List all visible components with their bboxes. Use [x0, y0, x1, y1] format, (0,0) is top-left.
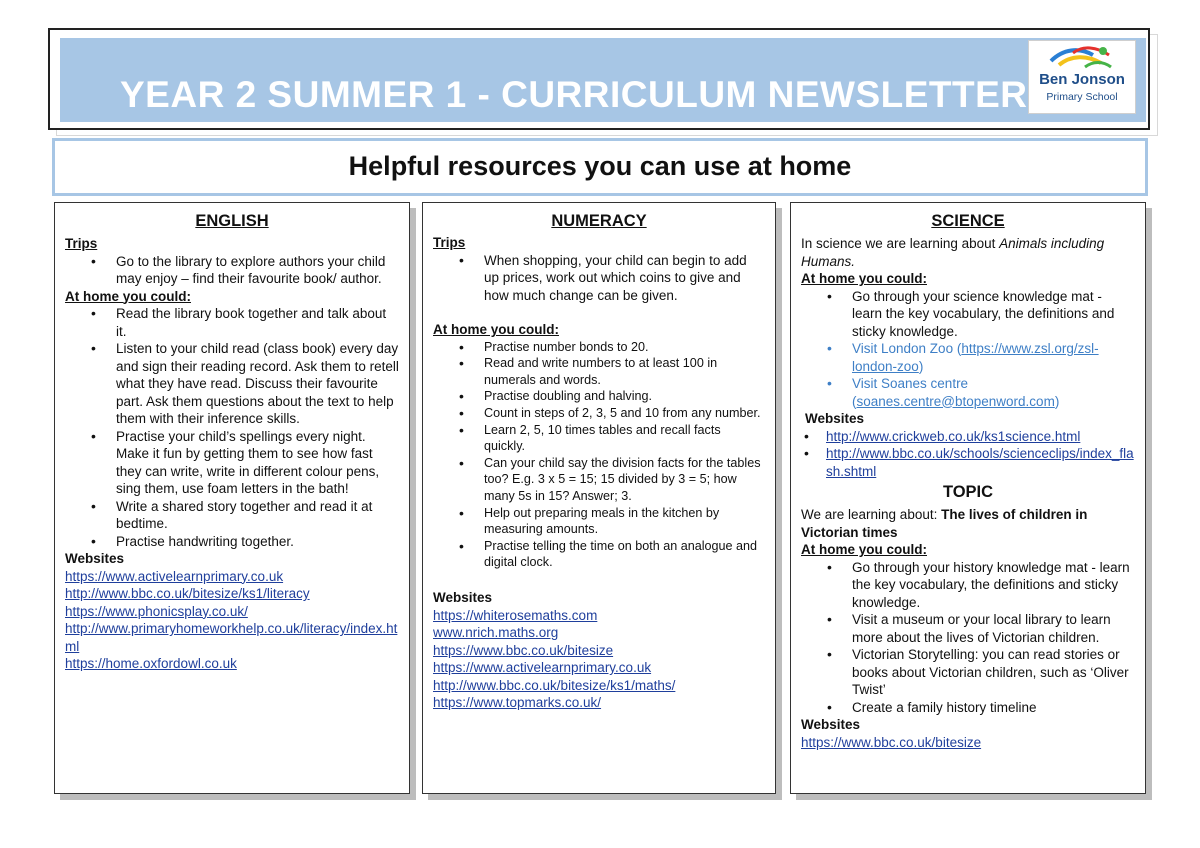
science-intro-topic: Animals including Humans.	[801, 236, 1105, 269]
list-item	[801, 428, 1135, 446]
list-item: • Can your child say the division facts for the tables too? E.g. 3 x 5 = 15; 15 divided by 3 = 5; how many 5s in 15? Answer; 3.	[443, 455, 765, 505]
english-trips-label: Trips	[65, 236, 98, 251]
science-home-label: At home you could:	[801, 271, 927, 286]
english-link[interactable]: http://www.primaryhomeworkhelp.co.uk/literacy/index.html	[65, 621, 398, 654]
science-intro-text: In science we are learning about	[801, 236, 1000, 251]
zoo-text: Visit London Zoo (	[852, 341, 962, 356]
list-item: • Learn 2, 5, 10 times tables and recall facts quickly.	[443, 422, 765, 455]
science-intro	[801, 235, 1135, 270]
topic-websites-label: Websites	[801, 717, 861, 732]
logo-swirl-icon	[1049, 43, 1115, 71]
list-item: • Go through your science knowledge mat - learn the key vocabulary, the definitions and sticky knowledge.	[811, 288, 1135, 341]
soanes-text: Visit Soanes centre (	[852, 376, 969, 409]
science-link[interactable]: • http://www.crickweb.co.uk/ks1science.html	[826, 428, 1081, 444]
logo-name: Ben Jonson	[1039, 71, 1125, 88]
list-item: • Read the library book together and talk about it.	[75, 305, 399, 340]
numeracy-websites-label: Websites	[433, 590, 493, 605]
list-item: • Listen to your child read (class book) every day and sign their reading record. Ask them to retell what they have read. Discuss their favourite part. Ask them questions about the text to help them with their inference skills.	[75, 340, 399, 428]
list-item: • When shopping, your child can begin to add up prices, work out which coins to give and how much change can be given.	[443, 252, 765, 305]
list-item: • Write a shared story together and read it at bedtime.	[75, 498, 399, 533]
numeracy-link[interactable]: https://whiterosemaths.com	[433, 607, 598, 623]
list-item: • Victorian Storytelling: you can read stories or books about Victorian children, such as ‘Oliver Twist’	[811, 646, 1135, 699]
list-item: • Practise telling the time on both an analogue and digital clock.	[443, 538, 765, 571]
english-link[interactable]: https://www.activelearnprimary.co.uk	[65, 568, 284, 584]
numeracy-link[interactable]: https://www.bbc.co.uk/bitesize	[433, 642, 614, 658]
resources-banner	[52, 138, 1148, 196]
science-link[interactable]: • http://www.bbc.co.uk/schools/scienceclips/index_flash.shtml	[826, 446, 1134, 479]
banner-title: Helpful resources you can use at home	[348, 151, 852, 181]
list-item: • Count in steps of 2, 3, 5 and 10 from any number.	[443, 405, 765, 422]
numeracy-link[interactable]: https://www.topmarks.co.uk/	[433, 695, 602, 710]
zoo-link[interactable]: https://www.zsl.org/zsl-london-zoo	[852, 341, 1099, 374]
list-item: • Create a family history timeline	[811, 699, 1135, 717]
school-logo	[1028, 40, 1136, 114]
list-item: • Practise number bonds to 20.	[443, 339, 765, 356]
numeracy-heading: NUMERACY	[551, 212, 647, 230]
numeracy-panel	[422, 202, 776, 794]
english-heading: ENGLISH	[195, 212, 269, 230]
logo-subtitle: Primary School	[1046, 91, 1118, 103]
list-item: • Practise your child’s spellings every night. Make it fun by getting them to see how fast they can write, write in different colour pens, sing them, use foam letters in the bath!	[75, 428, 399, 498]
topic-intro-text: We are learning about:	[801, 507, 942, 522]
topic-link[interactable]: https://www.bbc.co.uk/bitesize	[801, 734, 982, 750]
list-item: • Visit a museum or your local library to learn more about the lives of Victorian children.	[811, 611, 1135, 646]
soanes-close: )	[1054, 393, 1060, 409]
list-item: • Practise doubling and halving.	[443, 388, 765, 405]
numeracy-trips-label: Trips	[433, 235, 466, 250]
numeracy-link[interactable]: http://www.bbc.co.uk/bitesize/ks1/maths/	[433, 677, 676, 693]
list-item-zoo	[811, 340, 1135, 375]
list-item: • Go to the library to explore authors your child may enjoy – find their favourite book/ author.	[75, 253, 399, 288]
list-item: • Go through your history knowledge mat - learn the key vocabulary, the definitions and sticky knowledge.	[811, 559, 1135, 612]
topic-intro	[801, 506, 1135, 541]
english-link[interactable]: https://www.phonicsplay.co.uk/	[65, 603, 248, 619]
english-link[interactable]: http://www.bbc.co.uk/bitesize/ks1/literacy	[65, 586, 310, 601]
topic-intro-topic: The lives of children in Victorian times	[801, 507, 1088, 540]
english-link[interactable]: https://home.oxfordowl.co.uk	[65, 656, 237, 671]
english-home-label: At home you could:	[65, 288, 191, 304]
zoo-close: )	[918, 358, 924, 374]
list-item: • Practise handwriting together.	[75, 533, 399, 551]
english-panel	[54, 202, 410, 794]
soanes-email-link[interactable]: soanes.centre@btopenword.com	[856, 393, 1055, 409]
science-websites-label: Websites	[805, 411, 865, 426]
science-panel	[790, 202, 1146, 794]
list-item-soanes	[811, 375, 1135, 410]
numeracy-link[interactable]: https://www.activelearnprimary.co.uk	[433, 660, 652, 675]
list-item: • Read and write numbers to at least 100 in numerals and words.	[443, 355, 765, 388]
numeracy-home-label: At home you could:	[433, 322, 559, 338]
numeracy-link[interactable]: www.nrich.maths.org	[433, 625, 559, 640]
topic-home-label: At home you could:	[801, 542, 927, 557]
science-heading: SCIENCE	[931, 212, 1005, 230]
list-item	[801, 445, 1135, 480]
page-title: YEAR 2 SUMMER 1 - CURRICULUM NEWSLETTER	[120, 74, 1028, 115]
english-websites-label: Websites	[65, 551, 125, 566]
list-item: • Help out preparing meals in the kitchen by measuring amounts.	[443, 505, 765, 538]
topic-heading: TOPIC	[942, 483, 994, 501]
